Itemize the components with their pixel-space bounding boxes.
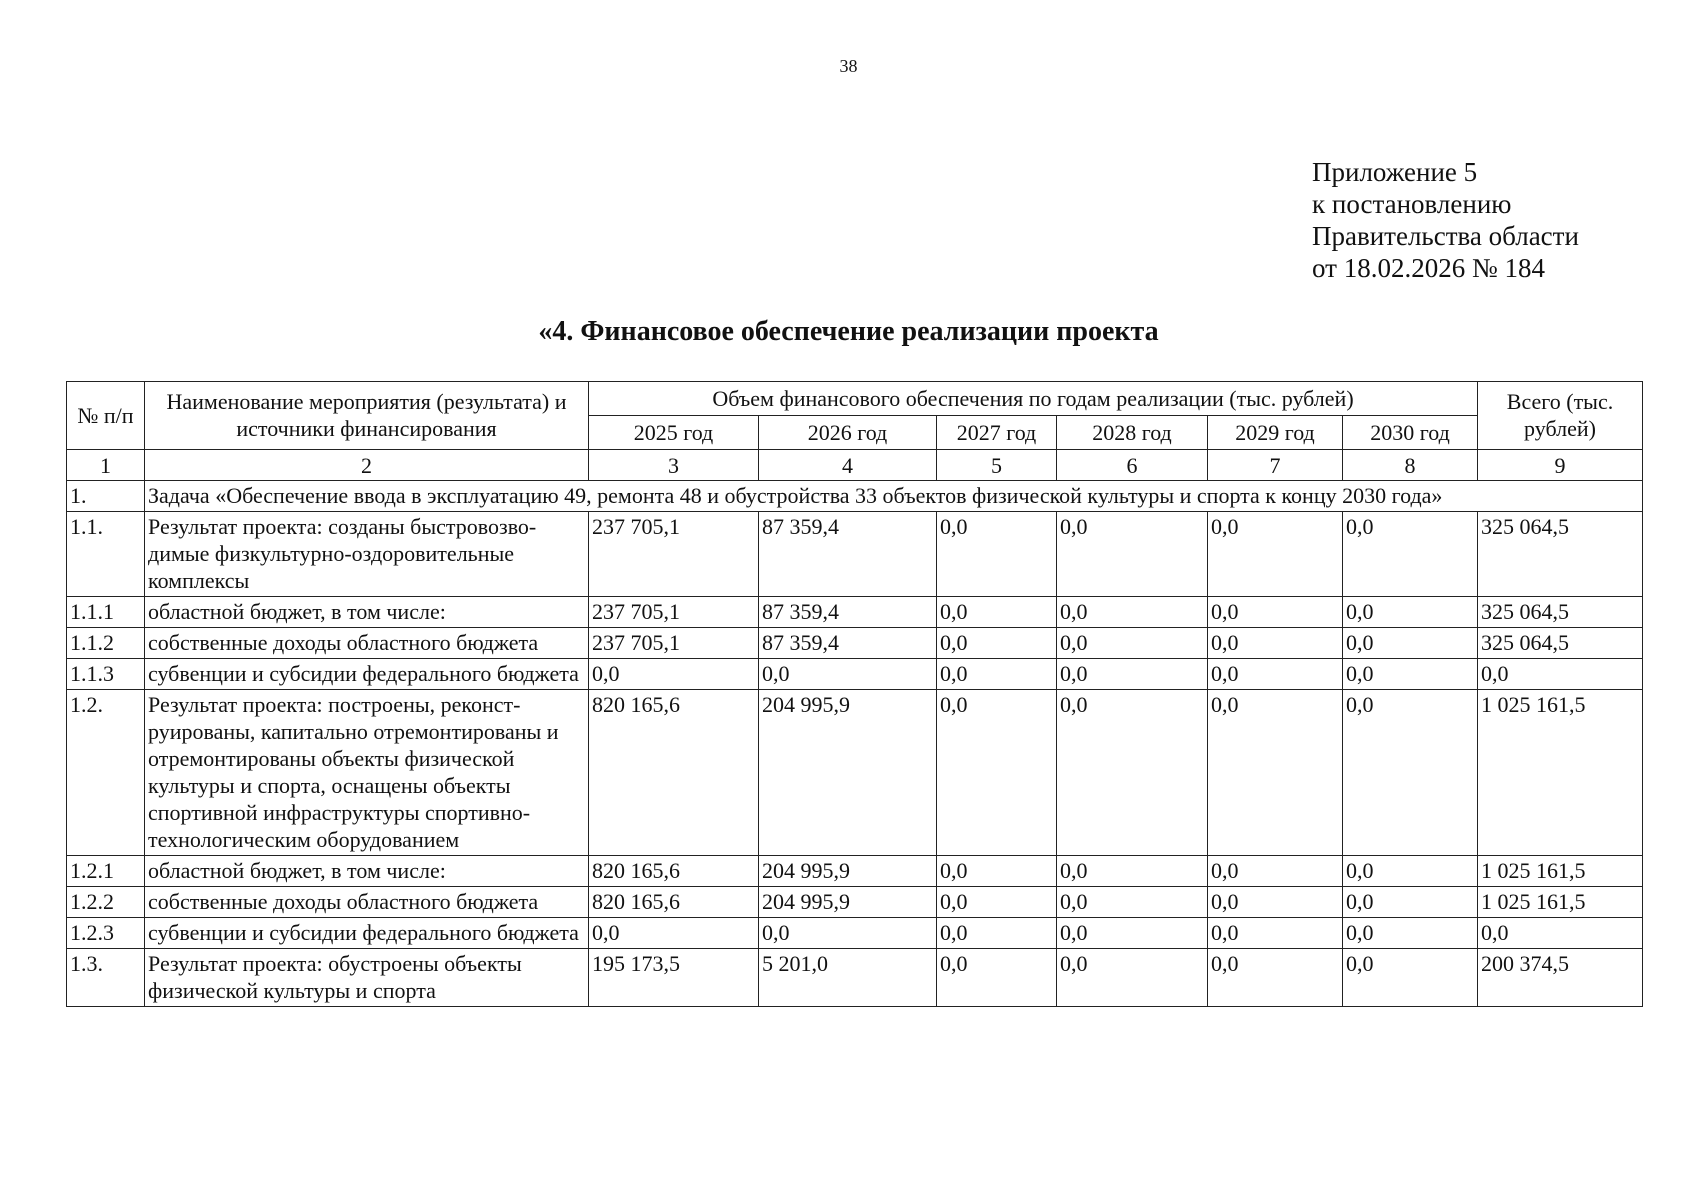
row-value: 0,0 [1343, 690, 1478, 856]
row-value: 0,0 [1057, 512, 1208, 597]
header-year: 2026 год [759, 416, 937, 450]
row-value: 0,0 [1208, 949, 1343, 1007]
header-year: 2025 год [589, 416, 759, 450]
row-value: 0,0 [937, 856, 1057, 887]
data-rows [67, 512, 1643, 1007]
row-value: 0,0 [1057, 918, 1208, 949]
row-num: 1.2.3 [67, 918, 145, 949]
header-num: № п/п [67, 382, 145, 450]
row-value: 0,0 [759, 659, 937, 690]
row-num: 1.2. [67, 690, 145, 856]
row-value: 5 201,0 [759, 949, 937, 1007]
row-value: 0,0 [1208, 856, 1343, 887]
appendix-line: от 18.02.2026 № 184 [1312, 253, 1545, 283]
row-num: 1.2.2 [67, 887, 145, 918]
row-total: 0,0 [1478, 918, 1643, 949]
column-number: 1 [67, 450, 145, 481]
row-name: собственные доходы областного бюджета [145, 887, 589, 918]
row-value: 87 359,4 [759, 628, 937, 659]
appendix-line: к постановлению [1312, 189, 1512, 219]
page-number: 38 [839, 56, 858, 76]
row-name: собственные доходы областного бюджета [145, 628, 589, 659]
table-row [67, 659, 1643, 690]
row-value: 0,0 [1057, 856, 1208, 887]
row-value: 0,0 [1208, 887, 1343, 918]
row-value: 195 173,5 [589, 949, 759, 1007]
column-number: 2 [145, 450, 589, 481]
table-row [67, 918, 1643, 949]
row-value: 0,0 [937, 918, 1057, 949]
row-num: 1.1.2 [67, 628, 145, 659]
row-value: 87 359,4 [759, 597, 937, 628]
row-value: 0,0 [1343, 918, 1478, 949]
column-number-row [67, 450, 1643, 481]
row-value: 0,0 [1208, 597, 1343, 628]
row-value: 0,0 [1057, 597, 1208, 628]
row-value: 820 165,6 [589, 887, 759, 918]
row-value: 0,0 [1057, 690, 1208, 856]
row-name: Результат проекта: созданы быстровозво-димые физкультурно-оздоровительные комплексы [145, 512, 589, 597]
task-text: Задача «Обеспечение ввода в эксплуатацию 49, ремонта 48 и обустройства 33 объектов физической культуры и спорта к концу 2030 года» [145, 481, 1643, 512]
financing-table [66, 381, 1643, 1007]
header-name: Наименование мероприятия (результата) и источники финансирования [145, 382, 589, 450]
row-num: 1.3. [67, 949, 145, 1007]
header-year: 2028 год [1057, 416, 1208, 450]
row-num: 1.1. [67, 512, 145, 597]
row-num: 1.1.3 [67, 659, 145, 690]
row-value: 0,0 [1057, 659, 1208, 690]
row-value: 0,0 [1343, 659, 1478, 690]
row-value: 0,0 [937, 597, 1057, 628]
row-value: 0,0 [1057, 628, 1208, 659]
row-value: 0,0 [937, 628, 1057, 659]
header-volume: Объем финансового обеспечения по годам реализации (тыс. рублей) [589, 382, 1478, 416]
row-value: 0,0 [759, 918, 937, 949]
row-value: 0,0 [1208, 628, 1343, 659]
task-row [67, 481, 1643, 512]
row-value: 0,0 [937, 949, 1057, 1007]
row-total: 325 064,5 [1478, 597, 1643, 628]
header-year: 2029 год [1208, 416, 1343, 450]
header-year: 2027 год [937, 416, 1057, 450]
row-name: субвенции и субсидии федерального бюджета [145, 659, 589, 690]
row-value: 0,0 [1057, 887, 1208, 918]
column-number: 9 [1478, 450, 1643, 481]
row-value: 820 165,6 [589, 856, 759, 887]
row-name: областной бюджет, в том числе: [145, 856, 589, 887]
row-total: 1 025 161,5 [1478, 887, 1643, 918]
table-row [67, 628, 1643, 659]
row-total: 1 025 161,5 [1478, 690, 1643, 856]
column-number: 7 [1208, 450, 1343, 481]
column-number: 6 [1057, 450, 1208, 481]
row-value: 0,0 [1343, 628, 1478, 659]
row-value: 0,0 [937, 690, 1057, 856]
table-row [67, 597, 1643, 628]
row-num: 1.2.1 [67, 856, 145, 887]
table-row [67, 856, 1643, 887]
row-value: 0,0 [1343, 949, 1478, 1007]
row-value: 0,0 [1208, 918, 1343, 949]
row-name: субвенции и субсидии федерального бюджета [145, 918, 589, 949]
table-row [67, 512, 1643, 597]
row-total: 1 025 161,5 [1478, 856, 1643, 887]
column-number: 8 [1343, 450, 1478, 481]
header-year: 2030 год [1343, 416, 1478, 450]
row-value: 0,0 [1057, 949, 1208, 1007]
column-number: 5 [937, 450, 1057, 481]
row-value: 0,0 [1343, 512, 1478, 597]
row-value: 0,0 [589, 659, 759, 690]
row-num: 1.1.1 [67, 597, 145, 628]
row-value: 0,0 [937, 887, 1057, 918]
row-value: 820 165,6 [589, 690, 759, 856]
row-value: 0,0 [937, 659, 1057, 690]
row-value: 0,0 [1343, 887, 1478, 918]
appendix-line: Приложение 5 [1312, 157, 1478, 187]
row-value: 0,0 [1208, 690, 1343, 856]
appendix-line: Правительства области [1312, 221, 1579, 251]
table-row [67, 887, 1643, 918]
table-row [67, 690, 1643, 856]
header-total: Всего (тыс. рублей) [1478, 382, 1643, 450]
row-value: 0,0 [937, 512, 1057, 597]
row-total: 200 374,5 [1478, 949, 1643, 1007]
row-total: 325 064,5 [1478, 512, 1643, 597]
row-value: 87 359,4 [759, 512, 937, 597]
row-value: 0,0 [1208, 512, 1343, 597]
row-total: 325 064,5 [1478, 628, 1643, 659]
row-total: 0,0 [1478, 659, 1643, 690]
row-value: 204 995,9 [759, 856, 937, 887]
row-value: 204 995,9 [759, 887, 937, 918]
row-value: 0,0 [1343, 597, 1478, 628]
row-name: Результат проекта: обустроены объекты физической культуры и спорта [145, 949, 589, 1007]
row-value: 237 705,1 [589, 597, 759, 628]
column-number: 4 [759, 450, 937, 481]
task-num: 1. [67, 481, 145, 512]
row-name: областной бюджет, в том числе: [145, 597, 589, 628]
row-name: Результат проекта: построены, реконст-руированы, капитально отремонтированы и отремонтированы объекты физической культуры и спорта, оснащены объекты спортивной инфраструктуры спортивно-технологическим оборудованием [145, 690, 589, 856]
table-row [67, 949, 1643, 1007]
row-value: 0,0 [1343, 856, 1478, 887]
column-number: 3 [589, 450, 759, 481]
row-value: 237 705,1 [589, 512, 759, 597]
appendix-block [1312, 156, 1579, 284]
section-title: «4. Финансовое обеспечение реализации проекта [538, 316, 1159, 347]
row-value: 0,0 [589, 918, 759, 949]
row-value: 204 995,9 [759, 690, 937, 856]
row-value: 0,0 [1208, 659, 1343, 690]
row-value: 237 705,1 [589, 628, 759, 659]
